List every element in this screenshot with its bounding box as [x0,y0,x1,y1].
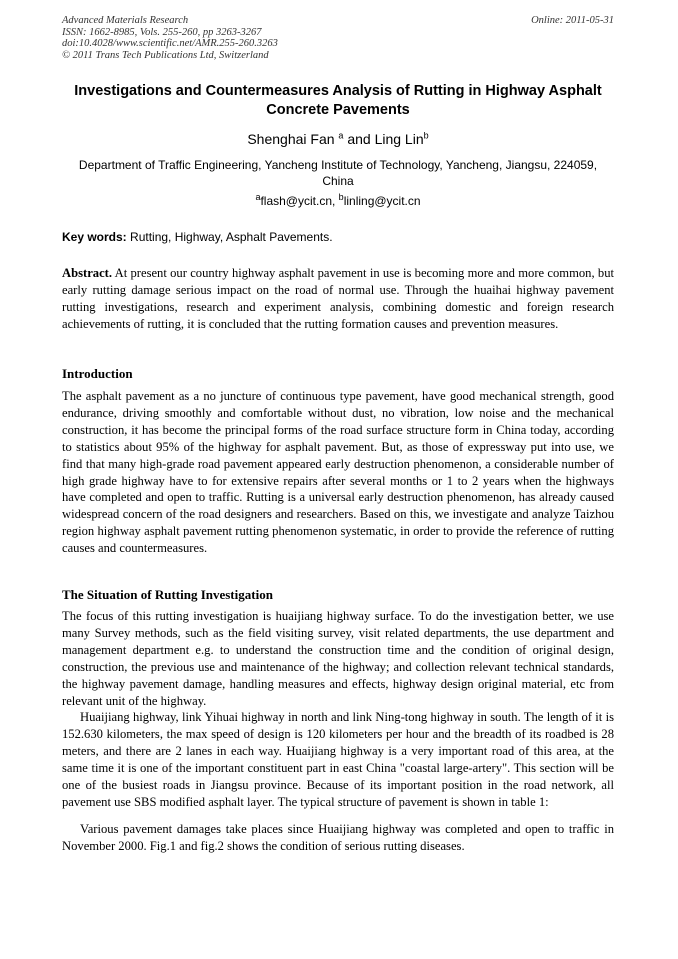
copyright-line: © 2011 Trans Tech Publications Ltd, Switzerland [62,49,269,61]
abstract-label: Abstract. [62,266,113,280]
email-a-mark: a [255,192,261,202]
section-heading-situation: The Situation of Rutting Investigation [62,587,273,602]
journal-header [62,15,614,61]
abstract-text: At present our country highway asphalt pavement in use is becoming more and more common, but early rutting damage serious impact on the road of normal use. Through the huaihai highway pavement rutting investigations, research and experiment analysis, combining domestic and foreign research achievements of rutting, it is concluded that the rutting formation causes and prevention measures. [62,266,614,331]
author-line [62,131,614,147]
author-2: Ling Lin [374,131,424,147]
doi-line: doi:10.4028/www.scientific.net/AMR.255-260.3263 [62,38,278,49]
introduction-paragraph: The asphalt pavement as a no juncture of continuous type pavement, have good mechanical strength, good endurance, driving smoothly and comfortable without dust, no vibration, low noise and the mechanical construction, it has become the principal forms of the road surface structure form in China today, according to statistics about 95% of the highway for asphalt pavement. But, as those of expressway put into use, we find that many high-grade road pavement appeared early destruction phenomenon, a considerable number of high grade highway have to for extensive repairs after several months or 1 to 2 years when the highways have completed and open to traffic. Rutting is a universal early destruction phenomenon, has already caused widespread concern of the road designers and researchers. Based on this, we investigate and analyze Taizhou region highway asphalt pavement rutting phenomenon systematic, in order to provide the reference of rutting causes and countermeasures. [62,389,614,556]
keywords-label: Key words: [62,230,127,244]
section-heading-introduction: Introduction [62,366,133,381]
author-1-mark: a [338,130,344,141]
keywords-text: Rutting, Highway, Asphalt Pavements. [126,230,333,244]
email-a: flash@ycit.cn, [260,194,339,208]
author-2-mark: b [423,130,429,141]
abstract [62,265,614,333]
situation-paragraph-3: Various pavement damages take places since Huaijiang highway was completed and open to traffic in November 2000. Fig.1 and fig.2 shows the condition of serious rutting diseases. [62,822,614,853]
journal-name: Advanced Materials Research [62,15,189,26]
online-date: Online: 2011-05-31 [531,15,614,26]
issn-line: ISSN: 1662-8985, Vols. 255-260, pp 3263-3267 [62,26,262,38]
author-1: Shenghai Fan [247,131,335,147]
affiliation: Department of Traffic Engineering, Yancheng Institute of Technology, Yancheng, Jiangsu, 224059, China [78,158,598,188]
paper-title: Investigations and Countermeasures Analysis of Rutting in Highway Asphalt Concrete Pavements [74,83,602,118]
email-line [62,194,614,208]
situation-paragraph-1: The focus of this rutting investigation is huaijiang highway surface. To do the investigation better, we use many Survey methods, such as the field visiting survey, visit related departments, the use department and management department e.g. to understand the construction time and the condition of original design, construction, the previous use and maintenance of the highway; and collection relevant technical standards, the highway pavement damage, handling measures and effects, highway design original material, etc from relevant unit of the highway. [62,609,614,708]
keywords [62,230,614,244]
author-conjunction: and [343,131,375,147]
email-b: linling@ycit.cn [343,194,421,208]
situation-paragraph-2: Huaijiang highway, link Yihuai highway in north and link Ning-tong highway in south. The length of it is 152.630 kilometers, the max speed of design is 120 kilometers per hour and the breadth of its roadbed is 28 meters, and there are 2 lanes in each way. Huaijiang highway is a very important road of this area, at the same time it is one of the important constituent part in east China "coastal large-artery". This section will be one of the busiest roads in Jiangsu province. Because of its important position in the road network, all pavement use SBS modified asphalt layer. The typical structure of pavement is shown in table 1: [62,710,614,809]
email-b-mark: b [338,192,344,202]
